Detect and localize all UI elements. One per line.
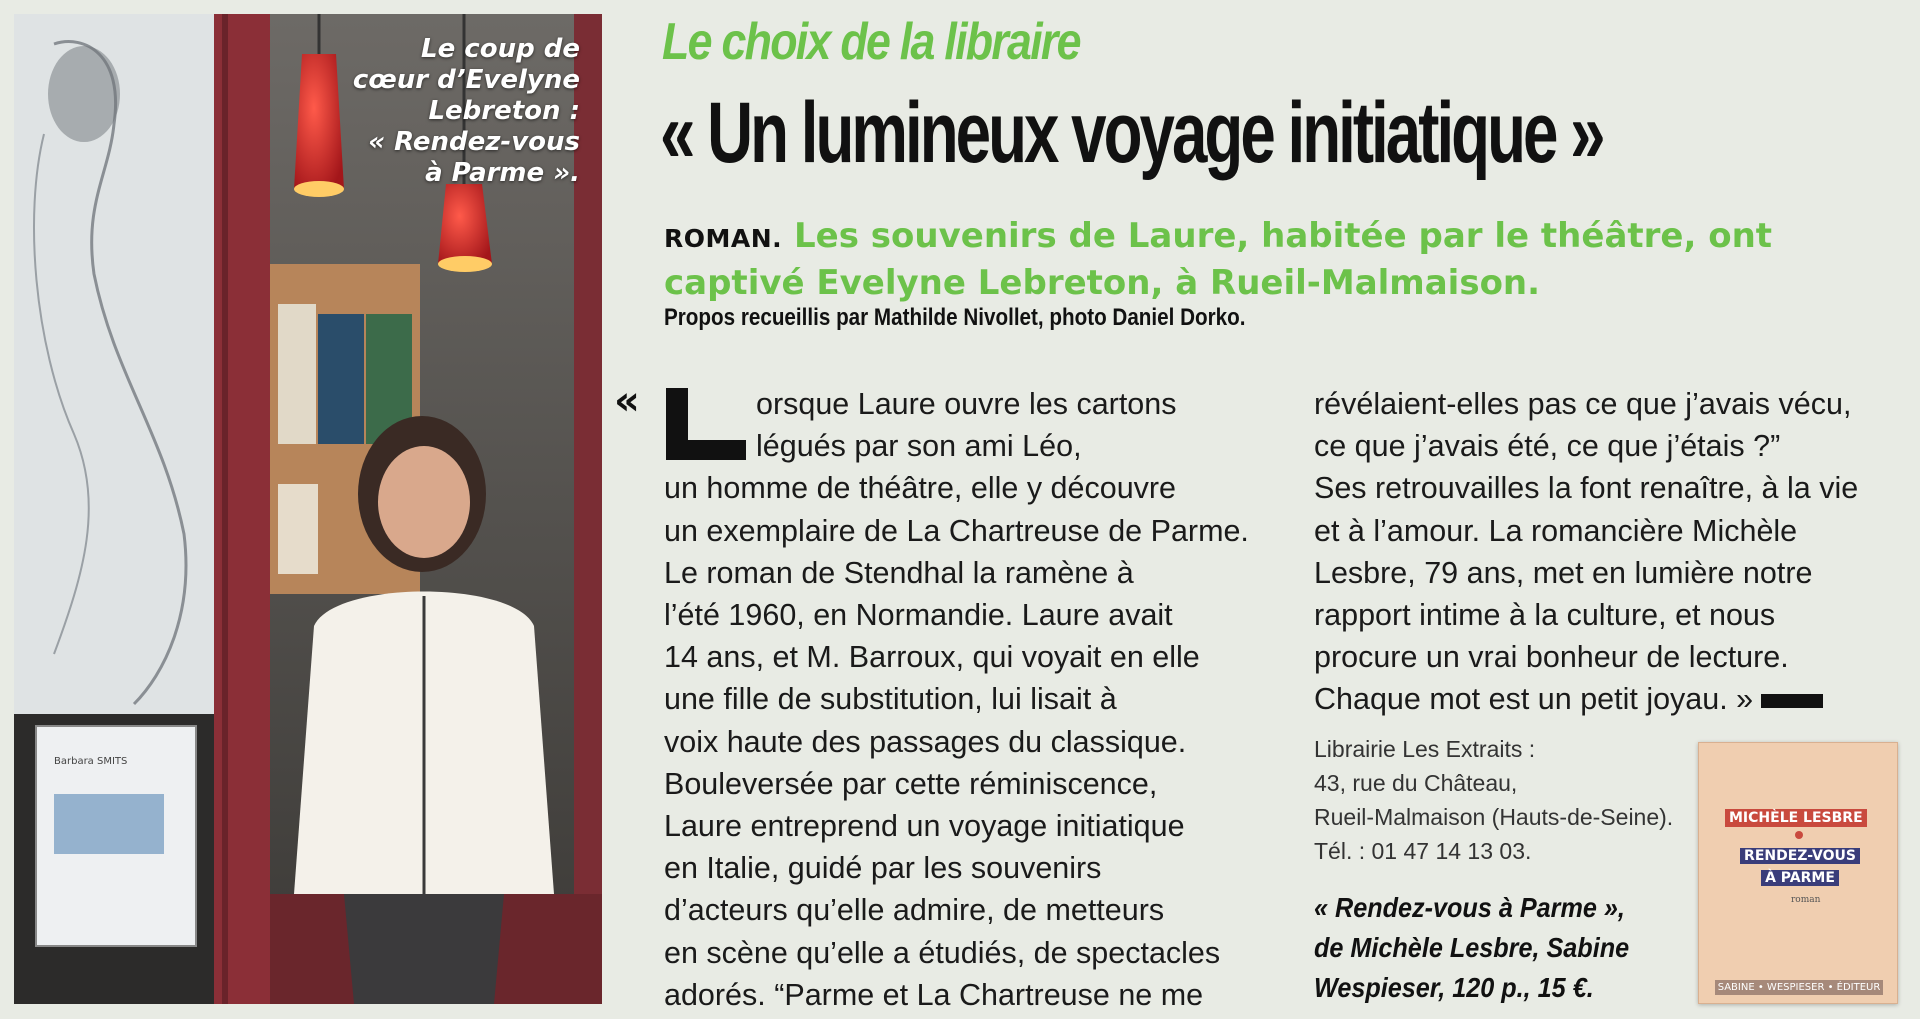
caption-line: Lebreton : (428, 96, 580, 126)
text-line: l’été 1960, en Normandie. Laure avait (664, 598, 1173, 633)
text-line: en Italie, guidé par les souvenirs (664, 851, 1102, 886)
text-line-last (1314, 678, 1858, 720)
bookshop-address (1314, 732, 1673, 868)
cover-dot (1795, 831, 1803, 839)
text-line: Laure entreprend un voyage initiatique (664, 809, 1185, 844)
cover-publisher: SABINE • WESPIESER • ÉDITEUR (1715, 980, 1883, 995)
cover-title-line: RENDEZ-VOUS (1740, 848, 1860, 864)
cover-title (1735, 845, 1865, 889)
credits: Propos recueillis par Mathilde Nivollet, photo Daniel Dorko. (664, 304, 1246, 331)
text-line: Bouleversée par cette réminiscence, (664, 766, 1158, 801)
text-line: adorés. “Parme et La Chartreuse ne me (664, 977, 1204, 1012)
text-line: orsque Laure ouvre les cartons (756, 387, 1177, 421)
bookseller-photo (14, 14, 602, 1004)
article-column-2 (1314, 383, 1858, 721)
text-line: rapport intime à la culture, et nous (1314, 598, 1776, 633)
caption-line: à Parme ». (425, 158, 580, 188)
text-line: un homme de théâtre, elle y découvre (664, 471, 1177, 506)
text-line: Ses retrouvailles la font renaître, à la vie (1314, 471, 1859, 506)
address-line: Librairie Les Extraits : (1314, 736, 1536, 762)
cover-author: MICHÈLE LESBRE (1725, 809, 1867, 827)
text-line: révélaient-elles pas ce que j’avais vécu, (1314, 387, 1852, 421)
cover-genre: roman (1791, 895, 1821, 905)
lede-label: ROMAN. (664, 224, 783, 253)
end-mark (1761, 694, 1823, 708)
address-line: 43, rue du Château, (1314, 770, 1518, 796)
text-line: une fille de substitution, lui lisait à (664, 682, 1117, 717)
address-line: Tél. : 01 47 14 13 03. (1314, 838, 1532, 864)
text-line: un exemplaire de La Chartreuse de Parme. (664, 513, 1249, 548)
text-line: 14 ans, et M. Barroux, qui voyait en elle (664, 640, 1200, 675)
text-line: voix haute des passages du classique. (664, 724, 1187, 759)
photo-caption (280, 34, 580, 189)
poster-label: Barbara SMITS (54, 756, 128, 767)
article-column-1 (664, 383, 1249, 1016)
open-quote-mark: « (614, 378, 640, 424)
bookref-line: Wespieser, 120 p., 15 €. (1314, 972, 1594, 1003)
text-line: en scène qu’elle a étudiés, de spectacles (664, 935, 1221, 970)
book-reference (1314, 888, 1629, 1008)
text-line: Le roman de Stendhal la ramène à (664, 555, 1134, 590)
cover-title-line: À PARME (1761, 870, 1839, 886)
bookref-line: de Michèle Lesbre, Sabine (1314, 932, 1630, 963)
caption-line: Le coup de (421, 34, 580, 64)
text-line: d’acteurs qu’elle admire, de metteurs (664, 893, 1165, 928)
text-line: légués par son ami Léo, (756, 429, 1082, 464)
address-line: Rueil-Malmaison (Hauts-de-Seine). (1314, 804, 1674, 830)
text-line: procure un vrai bonheur de lecture. (1314, 640, 1789, 675)
text-line: et à l’amour. La romancière Michèle (1314, 513, 1798, 548)
caption-line: « Rendez-vous (368, 127, 580, 157)
book-cover (1698, 742, 1898, 1004)
caption-line: cœur d’Evelyne (352, 65, 580, 95)
text-line-end: Chaque mot est un petit joyau. » (1314, 682, 1754, 717)
lede-text: Les souvenirs de Laure, habitée par le théâtre, ont captivé Evelyne Lebreton, à Rueil-Malmaison. (664, 216, 1773, 303)
section-kicker: Le choix de la libraire (662, 13, 1080, 71)
bookref-line: « Rendez-vous à Parme », (1314, 892, 1625, 923)
text-line: Lesbre, 79 ans, met en lumière notre (1314, 555, 1813, 590)
text-line: ce que j’avais été, ce que j’étais ?” (1314, 429, 1781, 464)
headline: « Un lumineux voyage initiatique » (660, 85, 1603, 181)
lede (664, 214, 1904, 305)
